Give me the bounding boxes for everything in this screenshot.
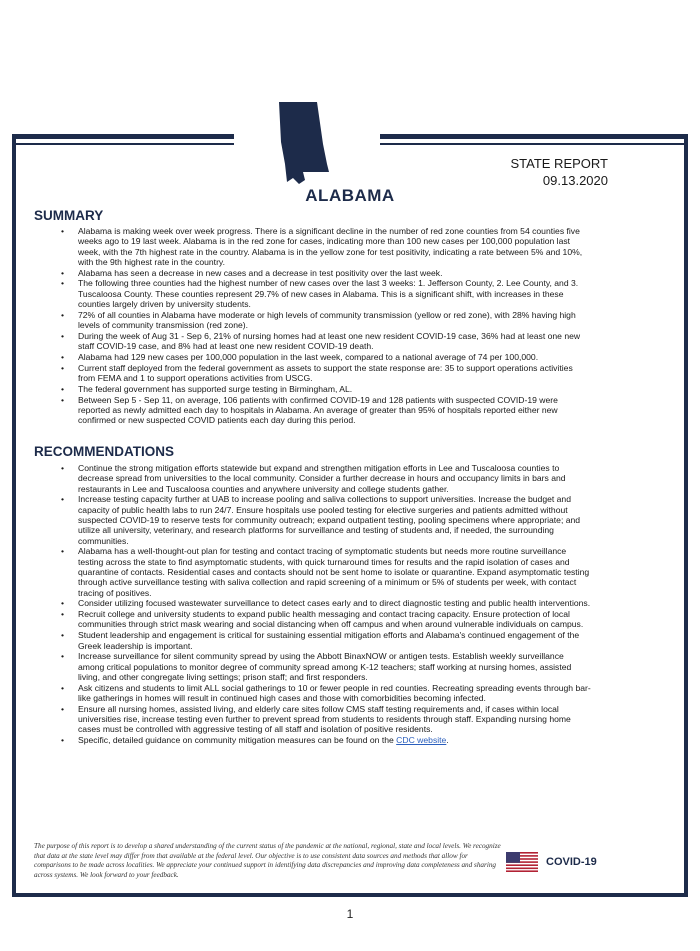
bullet-icon: • [61, 267, 65, 278]
bullet-icon: • [61, 546, 65, 557]
frame-top-right-thin-rule [380, 143, 688, 145]
list-item: • Alabama had 129 new cases per 100,000 population in the last week, compared to a national average of 74 per 100,000. [61, 352, 539, 363]
bullet-icon: • [61, 463, 65, 473]
list-item: • Between Sep 5 - Sep 11, on average, 106 patients with confirmed COVID-19 and 128 patients with suspected COVID-19 were reported as newly admitted each day to hospitals in Alabama. An average of greater than 95% of hospitals reported either new confirmed or new suspected COVID patients each day during this period. [61, 394, 558, 426]
list-item: • Consider utilizing focused wastewater surveillance to detect cases early and to direct diagnostic testing and public health interventions. [61, 598, 591, 609]
frame-top-right-rule [380, 134, 688, 139]
page-number: 1 [346, 907, 354, 921]
recommendations-heading: RECOMMENDATIONS [34, 444, 174, 459]
list-item: • The following three counties had the highest number of new cases over the last 3 weeks: 1. Jefferson County, 2. Lee County, and 3. Tuscaloosa County. These counties represent 29.7% of new cases in Alabama. This is a significant shift, with increases in these counties largely driven by university students. [61, 278, 579, 310]
bullet-icon: • [61, 609, 65, 620]
bullet-icon: • [61, 383, 65, 394]
frame-top-left-rule [12, 134, 234, 139]
bullet-icon: • [61, 651, 65, 662]
bullet-icon: • [61, 682, 65, 693]
list-item: • The federal government has supported surge testing in Birmingham, AL. [61, 383, 353, 394]
us-flag-icon [506, 852, 538, 872]
list-item: • Current staff deployed from the federal government as assets to support the state response are: 35 to support operations activities from FEMA and 1 to support operations activities from USCG. [61, 362, 573, 384]
bullet-icon: • [61, 598, 65, 609]
list-item: • Ask citizens and students to limit ALL social gatherings to 10 or fewer people in red counties. Recreating spreading events through bar-like gatherings in homes will result in continued high cases and those with comorbidities becoming infected. [61, 682, 591, 704]
bullet-icon: • [61, 226, 65, 236]
covid-19-badge: COVID-19 [546, 856, 597, 868]
bullet-icon: • [61, 735, 65, 746]
bullet-icon: • [61, 330, 65, 341]
list-item: • Ensure all nursing homes, assisted living, and elderly care sites follow CMS staff testing requirements and, if cases within local universities rise, increase testing even further to prevent spread from students to residents through staff. Expanding nursing home cases must be controlled with aggressive testing of all staff and isolation of positive residents. [61, 703, 571, 735]
report-label: STATE REPORT [510, 156, 608, 171]
summary-heading: SUMMARY [34, 208, 104, 223]
bullet-icon: • [61, 630, 65, 641]
frame-right-rule [684, 134, 688, 897]
cdc-website-link[interactable]: CDC website [396, 735, 447, 746]
bullet-icon: • [61, 352, 65, 363]
footer-disclaimer: The purpose of this report is to develop a shared understanding of the current status of the pandemic at the national, regional, state and local levels. We recognize that data at the state level may differ from that available at the federal level. Our objective is to use consistent data sources and methods that allow for comparisons to be made across localities. We appreciate your continued support in identifying data discrepancies and improving data completeness and sharing across systems. We look forward to your feedback. [34, 842, 501, 879]
frame-left-rule [12, 134, 16, 897]
frame-top-left-thin-rule [12, 143, 234, 145]
recommendations-list [58, 463, 592, 746]
report-date: 09.13.2020 [542, 173, 608, 188]
frame-bottom-rule [12, 893, 688, 897]
list-item: • 72% of all counties in Alabama have moderate or high levels of community transmission (yellow or red zone), with 28% having high levels of community transmission (red zone). [61, 309, 576, 331]
list-item: • Recruit college and university students to expand public health messaging and contact tracing capacity. Ensure protection of local communities through strict mask wearing and social distancing when off campus and when around vulnerable individuals on campus. [61, 609, 584, 630]
bullet-icon: • [61, 703, 65, 714]
bullet-icon: • [61, 309, 65, 320]
bullet-icon: • [61, 278, 65, 289]
list-item: • Alabama is making week over week progress. There is a significant decline in the number of red zone counties from 54 counties five weeks ago to 19 last week. Alabama is in the red zone for cases, indicating more than 100 new cases per 100,000 population last week, with the 7th highest rate in the country. Alabama is in the yellow zone for test positivity, indicating a rate between 5% and 10%, with the 9th highest rate in the country. [61, 226, 583, 267]
bullet-icon: • [61, 394, 65, 405]
list-item: • Alabama has a well-thought-out plan for testing and contact tracing of symptomatic students but needs more routine surveillance testing across the state to find asymptomatic students, with quick turnaround times for results and the rapid isolation of cases and quarantine of contacts. Residential cases and contacts should not be sent home to isolate or quarantine. Expand asymptomatic testing through active surveillance testing with saliva collection and rapid screening of a minimum or 5% of students per week, with contact tracing of positives. [61, 546, 590, 598]
bullet-icon: • [61, 362, 65, 373]
list-item: • Increase surveillance for silent community spread by using the Abbott BinaxNOW or antigen tests. Establish weekly surveillance among critical populations to monitor degree of community spread among K-12 teachers; staff working at nursing homes, assisted living, and other congregate living settings; prison staff; and first responders. [61, 651, 572, 682]
bullet-icon: • [61, 494, 65, 505]
list-item: • During the week of Aug 31 - Sep 6, 21% of nursing homes had at least one new resident COVID-19 case, 36% had at least one new staff COVID-19 case, and 8% had at least one new resident COVID-19 death. [61, 330, 581, 352]
list-item: • Student leadership and engagement is critical for sustaining essential mitigation efforts and Alabama's continued engagement of the Greek leadership is important. [61, 630, 580, 651]
state-title: ALABAMA [305, 186, 395, 205]
list-item: • Alabama has seen a decrease in new cases and a decrease in test positivity over the last week. [61, 267, 443, 278]
summary-list [58, 226, 592, 426]
list-item: • Specific, detailed guidance on community mitigation measures can be found on the CDC website. [61, 735, 449, 746]
alabama-state-map-icon [273, 102, 333, 186]
list-item: • Continue the strong mitigation efforts statewide but expand and strengthen mitigation efforts in Lee and Tuscaloosa counties to decrease spread from universities to the local community. Consider a further decrease in hours and occupancy limits in bars and restaurants in Lee and Tuscaloosa counties and anywhere university and college students gather. [61, 463, 566, 494]
list-item: • Increase testing capacity further at UAB to increase pooling and saliva collections to support universities. Increase the budget and capacity of public health labs to run 24/7. Ensure hospitals use pooled testing for elective surgeries and patients admitted without suspected COVID-19 to reserve tests for community outreach; expand outpatient testing, pooling specimens where appropriate; and utilize all university, veterinary, and research platforms for surveillance and testing of students and, if needed, the surrounding communities. [61, 494, 581, 546]
